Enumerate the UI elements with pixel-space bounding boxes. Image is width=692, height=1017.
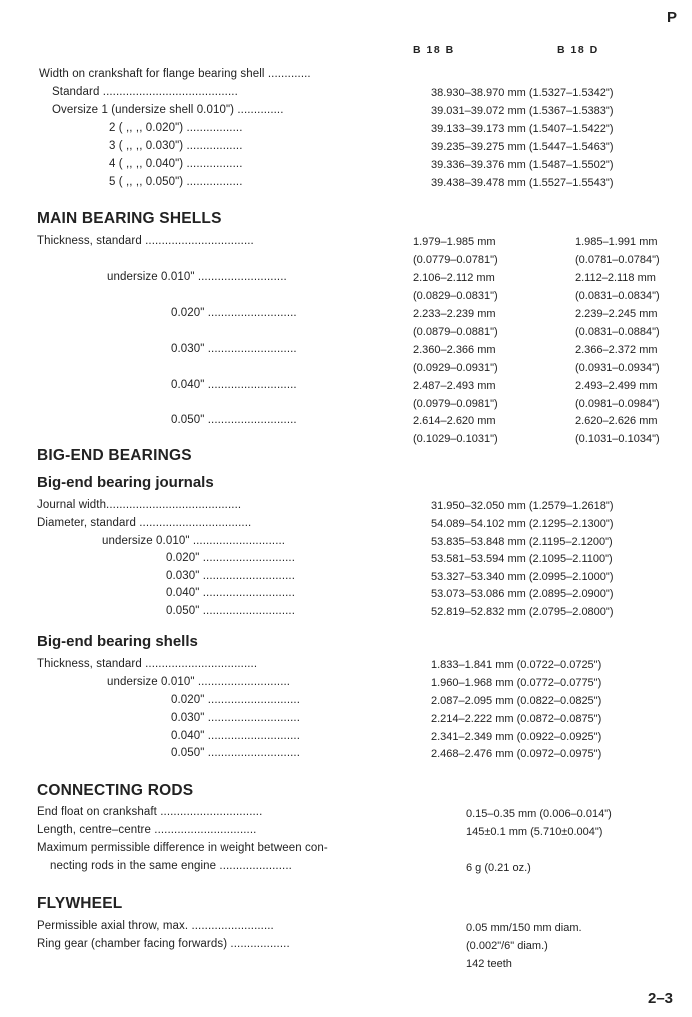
main-bearing-label: Thickness, standard ................................. bbox=[37, 235, 254, 247]
journal-value: 52.819–52.832 mm (2.0795–2.0800") bbox=[431, 606, 614, 618]
journal-value: 31.950–32.050 mm (1.2579–1.2618") bbox=[431, 500, 614, 512]
main-bearing-b-in: (0.0879–0.0881") bbox=[413, 326, 498, 338]
flange-title: Width on crankshaft for flange bearing shell ............. bbox=[39, 68, 311, 80]
shell-value: 1.960–1.968 mm (0.0772–0.0775") bbox=[431, 677, 602, 689]
column-header-b18b: B 18 B bbox=[413, 44, 455, 56]
shell-label: 0.050" ............................ bbox=[171, 747, 301, 759]
main-bearing-d-mm: 1.985–1.991 mm bbox=[575, 236, 658, 248]
main-bearing-b-in: (0.0829–0.0831") bbox=[413, 290, 498, 302]
journal-label: 0.040" ............................ bbox=[166, 587, 296, 599]
main-bearing-d-in: (0.0981–0.0984") bbox=[575, 398, 660, 410]
ring-gear-teeth: 142 teeth bbox=[466, 958, 512, 970]
end-float-value: 0.15–0.35 mm (0.006–0.014") bbox=[466, 808, 612, 820]
journal-label: undersize 0.010" ............................ bbox=[102, 535, 286, 547]
flange-label: 3 ( ,, ,, 0.030") ................. bbox=[109, 140, 243, 152]
main-bearing-label: 0.020" ........................... bbox=[171, 307, 297, 319]
section-heading-connecting-rods: CONNECTING RODS bbox=[37, 782, 194, 799]
weight-label: Maximum permissible difference in weight between con- bbox=[37, 842, 328, 854]
shell-value: 1.833–1.841 mm (0.0722–0.0725") bbox=[431, 659, 602, 671]
main-bearing-b-mm: 2.360–2.366 mm bbox=[413, 344, 496, 356]
subheading-journals: Big-end bearing journals bbox=[37, 474, 214, 491]
flange-value: 39.235–39.275 mm (1.5447–1.5463") bbox=[431, 141, 614, 153]
main-bearing-b-mm: 2.487–2.493 mm bbox=[413, 380, 496, 392]
flange-value: 39.031–39.072 mm (1.5367–1.5383") bbox=[431, 105, 614, 117]
main-bearing-b-mm: 2.614–2.620 mm bbox=[413, 415, 496, 427]
page-number: 2–3 bbox=[648, 990, 674, 1007]
main-bearing-d-in: (0.0781–0.0784") bbox=[575, 254, 660, 266]
section-heading-big-end: BIG-END BEARINGS bbox=[37, 447, 192, 464]
length-value: 145±0.1 mm (5.710±0.004") bbox=[466, 826, 603, 838]
main-bearing-d-in: (0.0831–0.0884") bbox=[575, 326, 660, 338]
shell-label: Thickness, standard .................................. bbox=[37, 658, 258, 670]
shell-label: 0.020" ............................ bbox=[171, 694, 301, 706]
length-label: Length, centre–centre ............................... bbox=[37, 824, 257, 836]
main-bearing-b-mm: 1.979–1.985 mm bbox=[413, 236, 496, 248]
shell-value: 2.087–2.095 mm (0.0822–0.0825") bbox=[431, 695, 602, 707]
journal-label: 0.050" ............................ bbox=[166, 605, 296, 617]
shell-label: 0.030" ............................ bbox=[171, 712, 301, 724]
shell-value: 2.341–2.349 mm (0.0922–0.0925") bbox=[431, 731, 602, 743]
main-bearing-b-in: (0.1029–0.1031") bbox=[413, 433, 498, 445]
main-bearing-label: undersize 0.010" ........................... bbox=[107, 271, 287, 283]
subheading-shells: Big-end bearing shells bbox=[37, 633, 198, 650]
weight-label: necting rods in the same engine ...................... bbox=[50, 860, 292, 872]
main-bearing-d-mm: 2.239–2.245 mm bbox=[575, 308, 658, 320]
end-float-label: End float on crankshaft ............................... bbox=[37, 806, 263, 818]
flange-label: Standard ......................................... bbox=[52, 86, 238, 98]
main-bearing-b-mm: 2.106–2.112 mm bbox=[413, 272, 495, 284]
section-heading-main-bearing: MAIN BEARING SHELLS bbox=[37, 210, 222, 227]
journal-value: 54.089–54.102 mm (2.1295–2.1300") bbox=[431, 518, 614, 530]
journal-label: 0.020" ............................ bbox=[166, 552, 296, 564]
shell-value: 2.468–2.476 mm (0.0972–0.0975") bbox=[431, 748, 602, 760]
main-bearing-b-in: (0.0929–0.0931") bbox=[413, 362, 498, 374]
column-header-b18d: B 18 D bbox=[557, 44, 599, 56]
flange-value: 38.930–38.970 mm (1.5327–1.5342") bbox=[431, 87, 614, 99]
flange-value: 39.336–39.376 mm (1.5487–1.5502") bbox=[431, 159, 614, 171]
flange-value: 39.438–39.478 mm (1.5527–1.5543") bbox=[431, 177, 614, 189]
journal-value: 53.835–53.848 mm (2.1195–2.1200") bbox=[431, 536, 613, 548]
main-bearing-b-in: (0.0779–0.0781") bbox=[413, 254, 498, 266]
axial-throw-value: 0.05 mm/150 mm diam. bbox=[466, 922, 582, 934]
journal-value: 53.073–53.086 mm (2.0895–2.0900") bbox=[431, 588, 614, 600]
main-bearing-label: 0.030" ........................... bbox=[171, 343, 297, 355]
main-bearing-b-in: (0.0979–0.0981") bbox=[413, 398, 498, 410]
ring-gear-value: (0.002"/6" diam.) bbox=[466, 940, 548, 952]
journal-value: 53.581–53.594 mm (2.1095–2.1100") bbox=[431, 553, 613, 565]
ring-gear-label: Ring gear (chamber facing forwards) .................. bbox=[37, 938, 290, 950]
main-bearing-d-in: (0.0931–0.0934") bbox=[575, 362, 660, 374]
weight-value: 6 g (0.21 oz.) bbox=[466, 862, 531, 874]
flange-label: Oversize 1 (undersize shell 0.010") .............. bbox=[52, 104, 284, 116]
main-bearing-d-mm: 2.620–2.626 mm bbox=[575, 415, 658, 427]
shell-label: 0.040" ............................ bbox=[171, 730, 301, 742]
journal-label: 0.030" ............................ bbox=[166, 570, 296, 582]
main-bearing-label: 0.050" ........................... bbox=[171, 414, 297, 426]
journal-label: Journal width......................................... bbox=[37, 499, 242, 511]
main-bearing-d-in: (0.0831–0.0834") bbox=[575, 290, 660, 302]
main-bearing-d-mm: 2.493–2.499 mm bbox=[575, 380, 658, 392]
journal-value: 53.327–53.340 mm (2.0995–2.1000") bbox=[431, 571, 614, 583]
main-bearing-b-mm: 2.233–2.239 mm bbox=[413, 308, 496, 320]
main-bearing-d-mm: 2.112–2.118 mm bbox=[575, 272, 656, 284]
flange-label: 4 ( ,, ,, 0.040") ................. bbox=[109, 158, 243, 170]
flange-label: 2 ( ,, ,, 0.020") ................. bbox=[109, 122, 243, 134]
axial-throw-label: Permissible axial throw, max. ......................... bbox=[37, 920, 274, 932]
flange-value: 39.133–39.173 mm (1.5407–1.5422") bbox=[431, 123, 614, 135]
main-bearing-d-in: (0.1031–0.1034") bbox=[575, 433, 660, 445]
flange-label: 5 ( ,, ,, 0.050") ................. bbox=[109, 176, 243, 188]
corner-mark: P bbox=[667, 9, 678, 26]
section-heading-flywheel: FLYWHEEL bbox=[37, 895, 123, 912]
shell-value: 2.214–2.222 mm (0.0872–0.0875") bbox=[431, 713, 602, 725]
shell-label: undersize 0.010" ............................ bbox=[107, 676, 291, 688]
main-bearing-d-mm: 2.366–2.372 mm bbox=[575, 344, 658, 356]
journal-label: Diameter, standard .................................. bbox=[37, 517, 252, 529]
main-bearing-label: 0.040" ........................... bbox=[171, 379, 297, 391]
